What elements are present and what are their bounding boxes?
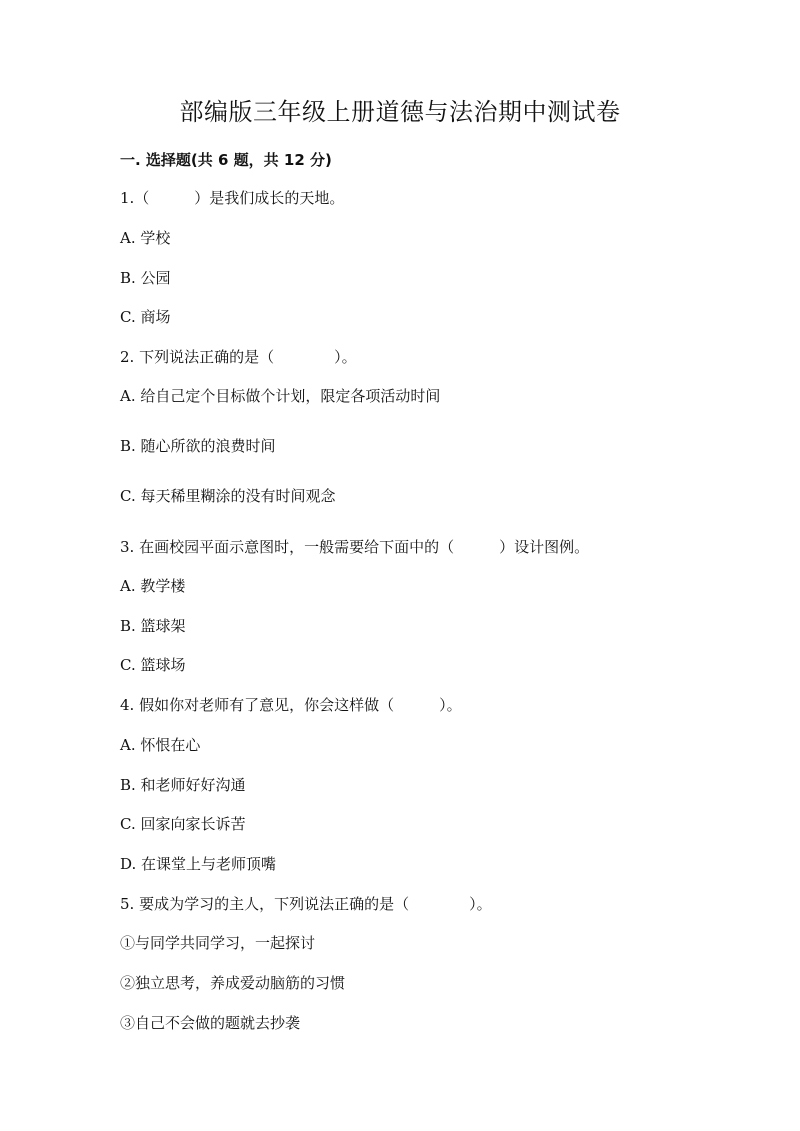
- question-3-stem: 3. 在画校园平面示意图时，一般需要给下面中的（ ）设计图例。: [120, 538, 590, 556]
- question-5-statement-1: ①与同学共同学习，一起探讨: [120, 934, 316, 952]
- question-1-stem: 1.（ ）是我们成长的天地。: [120, 189, 345, 207]
- question-2-option-c: C. 每天稀里糊涂的没有时间观念: [120, 487, 336, 505]
- page-title: 部编版三年级上册道德与法治期中测试卷: [179, 98, 621, 126]
- question-3-option-b: B. 篮球架: [120, 617, 186, 635]
- question-4-option-a: A. 怀恨在心: [120, 736, 201, 754]
- question-1-option-c: C. 商场: [120, 308, 171, 326]
- question-5-statement-2: ②独立思考，养成爱动脑筋的习惯: [120, 974, 346, 992]
- question-1-option-a: A. 学校: [120, 229, 171, 247]
- question-4-option-c: C. 回家向家长诉苦: [120, 815, 246, 833]
- section-heading: 一. 选择题(共 6 题，共 12 分): [120, 151, 332, 169]
- question-5-statement-3: ③自己不会做的题就去抄袭: [120, 1014, 301, 1032]
- question-2-option-b: B. 随心所欲的浪费时间: [120, 437, 276, 455]
- question-5-stem: 5. 要成为学习的主人，下列说法正确的是（ ）。: [120, 895, 492, 913]
- question-3-option-a: A. 教学楼: [120, 577, 186, 595]
- question-2-option-a: A. 给自己定个目标做个计划，限定各项活动时间: [120, 387, 441, 405]
- question-1-option-b: B. 公园: [120, 269, 171, 287]
- question-4-option-b: B. 和老师好好沟通: [120, 776, 246, 794]
- question-4-stem: 4. 假如你对老师有了意见，你会这样做（ ）。: [120, 696, 462, 714]
- question-4-option-d: D. 在课堂上与老师顶嘴: [120, 855, 277, 873]
- question-2-stem: 2. 下列说法正确的是（ ）。: [120, 348, 357, 366]
- question-3-option-c: C. 篮球场: [120, 656, 186, 674]
